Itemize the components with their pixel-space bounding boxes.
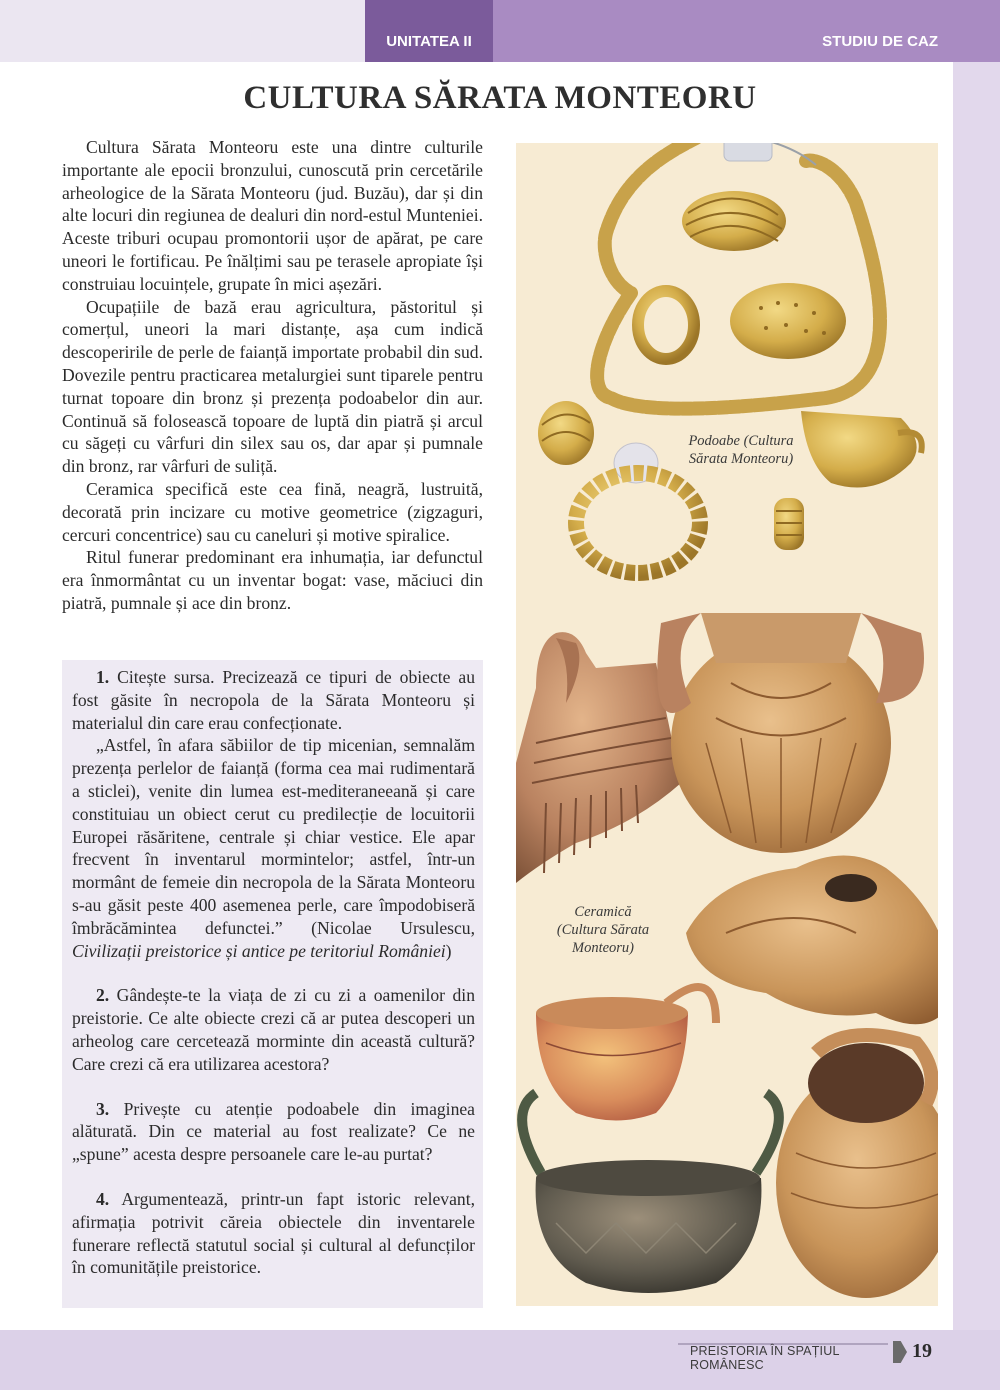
bead-bracelet — [576, 473, 700, 573]
ceramics-caption-line3: Monteoru) — [571, 940, 634, 956]
body-paragraph: Ceramica specifică este cea fină, neagră, lustruită, decorată prin incizare cu motive geometrice (zigzaguri, cercuri concentrice) sau cu caneluri și motive spiralice. — [62, 478, 483, 545]
question-4-number: 4. — [96, 1188, 110, 1209]
question-1-number: 1. — [96, 667, 110, 687]
unit-label: UNITATEA II — [386, 33, 472, 50]
jewelry-caption — [666, 432, 816, 468]
questions-box — [62, 660, 483, 1308]
source-quote — [72, 734, 475, 962]
two-handled-amphora — [657, 613, 924, 853]
ceramics-caption-line2: (Cultura Sărata — [556, 922, 650, 938]
clay-idol-comb — [516, 632, 681, 883]
header-right-band — [493, 0, 1000, 62]
question-1-text: Citește sursa. Precizează ce tipuri de obiecte au fost găsite în necropola de la Sărata Monteoru și materialul din care erau confecționate. — [72, 667, 475, 733]
unit-tab — [365, 0, 493, 62]
question-1 — [72, 666, 475, 734]
ceramics-caption — [538, 903, 668, 957]
gold-necklace — [597, 143, 880, 409]
red-cup — [536, 987, 716, 1121]
quote-text: „Astfel, în afara săbiilor de tip micenian, semnalăm prezența perlelor de faianță (forma cea mai rudimentară a sticlei), venite din lumea est-mediteraneeană și care constituiau un obiect cerut cu predilecție de locuitorii Europei răsăritene, centrale și chiar vestice. Ele apar frecvent în inventarul mormintelor; astfel, într-un mormânt de femeie din necropola de la Sărata Monteoru s-au găsit peste 400 asemenea perle, care împodobiseră îmbrăcămintea defunctei.” (Nicolae Ursulescu, — [72, 735, 475, 938]
question-3-number: 3. — [96, 1098, 110, 1119]
running-title: PREISTORIA ÎN SPAȚIUL ROMÂNESC — [690, 1344, 840, 1372]
question-3-text: Privește cu atenție podoabele din imaginea alăturată. Din ce material au fost realizate? Ce ne „spune” acesta despre persoanele care le-au purtat? — [72, 1098, 475, 1165]
page-number: 19 — [912, 1340, 932, 1362]
body-paragraph: Cultura Sărata Monteoru este una dintre culturile importante ale epocii bronzului, cunoscută prin cercetările arheologice de la Sărata Monteoru (jud. Buzău), dar și din alte locuri din regiunea de dealuri din nord-estul Munteniei. Aceste triburi ocupau promontorii ușor de apărat, pe care uneori le fortificau. Pe înălțimi sau pe terasele apropiate își construiau locuințele, grupate în mici așezări. — [62, 137, 483, 294]
small-gold-ring — [638, 291, 694, 359]
body-text — [62, 136, 483, 615]
jug-vessel — [776, 1035, 938, 1298]
quote-close: ) — [445, 940, 452, 961]
question-4-text: Argumentează, printr-un fapt istoric relevant, afirmația potrivit căreia obiectele din inventarele funerare reflectă statutul social și cultural al defuncților în comunitățile preistorice. — [72, 1188, 475, 1278]
ceramics-caption-line1: Ceramică — [574, 904, 632, 920]
question-3 — [72, 1098, 475, 1166]
dark-kantharos — [522, 1093, 779, 1293]
body-paragraph: Ocupațiile de bază erau agricultura, păstoritul și comerțul, uneori la mari distanțe, așa cum indică descoperirile de perle de faianță importate probabil din sud. Dovezile pentru practicarea metalurgiei sunt tiparele pentru turnat topoare din bronz și prezența podoabelor din aur. Continuă să folosească topoare de luptă din piatră și arcul cu săgeți cu vârfuri din silex sau os, dar apar și pumnale din bronz, rar vârfuri de suliță. — [62, 296, 483, 477]
artifacts-illustration — [516, 143, 938, 1306]
header-left-band — [0, 0, 365, 62]
side-band — [953, 62, 1000, 1330]
gold-plate-ornament — [730, 283, 846, 359]
jewelry-caption-line1: Podoabe (Cultura — [688, 433, 794, 449]
jewelry-caption-line2: Sărata Monteoru) — [688, 451, 794, 467]
gold-spiral-ring — [682, 191, 786, 251]
askos-vessel — [686, 856, 938, 1025]
gold-cup-ornament — [801, 411, 917, 488]
page-title: CULTURA SĂRATA MONTEORU — [243, 80, 757, 116]
question-2-text: Gândește-te la viața de zi cu zi a oamenilor din preistorie. Ce alte obiecte crezi că ar putea descoperi un arheolog care cercetează morminte din această cultură? Care crezi că era utilizarea acestora? — [72, 985, 475, 1074]
question-2 — [72, 984, 475, 1075]
question-2-number: 2. — [96, 985, 110, 1006]
question-4 — [72, 1188, 475, 1279]
quote-book-title: Civilizații preistorice și antice pe teritoriul României — [72, 940, 446, 961]
section-label: STUDIU DE CAZ — [822, 33, 938, 50]
artifacts-image-panel — [516, 143, 938, 1306]
body-paragraph: Ritul funerar predominant era inhumația, iar defunctul era înmormântat cu un inventar bogat: vase, măciuci din piatră, pumnale și ace din bronz. — [62, 547, 483, 613]
